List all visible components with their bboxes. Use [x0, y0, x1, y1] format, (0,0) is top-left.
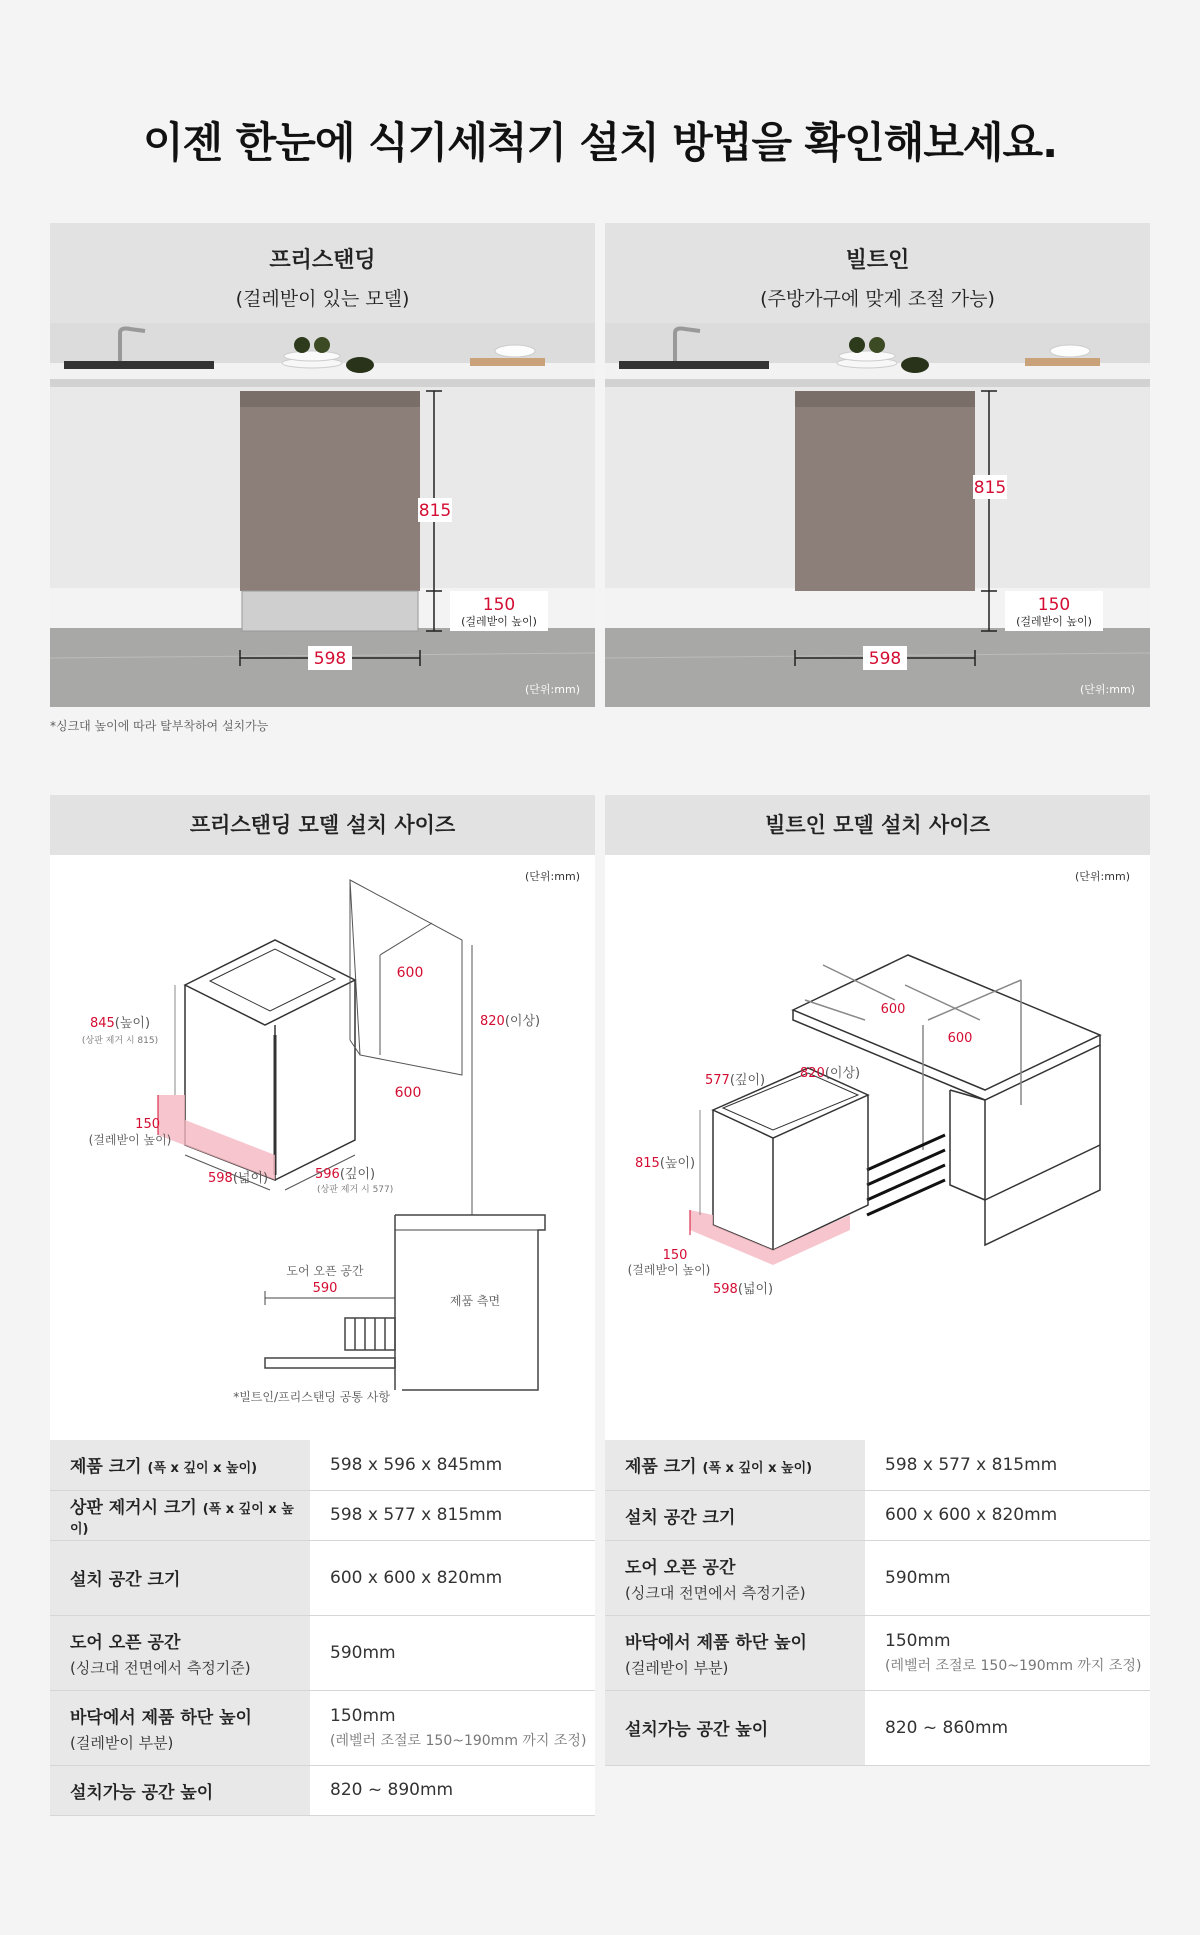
spec-key	[605, 1440, 865, 1490]
builtin-width-598-value: 598	[713, 1282, 738, 1297]
freestanding-height-845-sub: (상판 제거 시 815)	[81, 1036, 159, 1046]
spec-value	[310, 1490, 595, 1540]
freestanding-size-header: 프리스탠딩 모델 설치 사이즈	[50, 795, 595, 855]
freestanding-depth-600: 600	[396, 965, 424, 981]
spec-key-text: 도어 오픈 공간	[625, 1557, 736, 1578]
freestanding-height-815: 815	[418, 501, 452, 521]
spec-key-text: 상판 제거시 크기	[70, 1497, 197, 1518]
builtin-height-820-value: 820	[800, 1066, 825, 1081]
freestanding-height-845	[90, 1015, 150, 1031]
spec-key	[605, 1490, 865, 1540]
builtin-size-header: 빌트인 모델 설치 사이즈	[605, 795, 1150, 855]
spec-value-sub: (레벨러 조절로 150~190mm 까지 조정)	[330, 1732, 587, 1749]
builtin-title: 빌트인	[845, 248, 910, 273]
spec-value	[865, 1440, 1150, 1490]
spec-value-text: 150mm	[330, 1705, 396, 1726]
table-row	[50, 1540, 595, 1615]
spec-key	[605, 1615, 865, 1690]
spec-value-text: 820 ~ 860mm	[885, 1717, 1009, 1738]
builtin-depth-577-value: 577	[705, 1073, 730, 1088]
spec-value-text: 820 ~ 890mm	[330, 1780, 454, 1800]
builtin-subtitle: (주방가구에 맞게 조절 가능)	[760, 288, 995, 310]
freestanding-spec-table	[50, 1440, 595, 1816]
freestanding-width-598	[208, 1170, 268, 1186]
install-note: *싱크대 높이에 따라 탈부착하여 설치가능	[50, 719, 269, 733]
freestanding-width-598-value: 598	[208, 1171, 233, 1186]
freestanding-height-820	[480, 1013, 540, 1029]
spec-key-sub: (걸레받이 부분)	[70, 1733, 174, 1752]
builtin-kick-150-label: (걸레받이 높이)	[627, 1263, 711, 1277]
spec-key	[50, 1490, 310, 1540]
spec-key	[50, 1540, 310, 1615]
freestanding-height-845-label: (높이)	[114, 1016, 151, 1031]
spec-key	[50, 1615, 310, 1690]
builtin-unit: (단위:mm)	[1080, 683, 1135, 696]
builtin-height-815: 815	[973, 478, 1007, 498]
common-note: *빌트인/프리스탠딩 공통 사항	[233, 1390, 390, 1404]
builtin-size-diagram	[605, 855, 1150, 1440]
spec-key-sub: (싱크대 전면에서 측정기준)	[70, 1658, 251, 1677]
freestanding-depth-596	[315, 1166, 375, 1182]
builtin-height-820	[800, 1065, 860, 1081]
spec-key	[605, 1540, 865, 1615]
freestanding-depth-596-label: (깊이)	[339, 1167, 376, 1182]
spec-key-text: 설치 공간 크기	[625, 1507, 736, 1528]
spec-key-small: (폭 x 깊이 x 높이)	[147, 1461, 258, 1477]
spec-value	[865, 1690, 1150, 1765]
spec-key-small: (폭 x 깊이 x 높이)	[70, 1501, 294, 1537]
builtin-kitchen-scene	[605, 323, 1150, 707]
freestanding-kick-150: 150	[135, 1117, 160, 1132]
builtin-width-600: 600	[947, 1031, 973, 1046]
builtin-height-815-label: (높이)	[659, 1156, 696, 1171]
builtin-width-598: 598	[868, 649, 902, 669]
spec-value-text: 150mm	[885, 1630, 951, 1651]
spec-key-text: 설치 공간 크기	[70, 1570, 181, 1590]
spec-value-text: 600 x 600 x 820mm	[330, 1567, 503, 1588]
freestanding-height-820-value: 820	[480, 1014, 505, 1029]
freestanding-header	[50, 223, 595, 323]
spec-value-sub: (레벨러 조절로 150~190mm 까지 조정)	[885, 1657, 1142, 1674]
spec-key	[50, 1440, 310, 1490]
freestanding-kick-150-label: (걸레받이 높이)	[88, 1133, 172, 1147]
spec-value	[310, 1540, 595, 1615]
spec-value	[310, 1440, 595, 1490]
table-row	[50, 1765, 595, 1815]
builtin-height-815	[635, 1155, 695, 1171]
table-row	[50, 1690, 595, 1765]
builtin-depth-577	[705, 1072, 765, 1088]
freestanding-size-diagram	[50, 855, 595, 1440]
builtin-height-150-label: (걸레받이 높이)	[1016, 615, 1092, 628]
freestanding-width-600: 600	[394, 1085, 422, 1101]
builtin-width-598-label: (넓이)	[737, 1282, 774, 1297]
spec-key-text: 도어 오픈 공간	[70, 1632, 181, 1653]
builtin-height-815-value: 815	[635, 1156, 660, 1171]
builtin-width-598	[713, 1281, 773, 1297]
spec-value	[865, 1490, 1150, 1540]
builtin-header	[605, 223, 1150, 323]
spec-value-text: 598 x 577 x 815mm	[330, 1505, 503, 1525]
builtin-size-panel	[605, 795, 1150, 1440]
freestanding-width-598-label: (넓이)	[232, 1171, 269, 1186]
page-title: 이젠 한눈에 식기세척기 설치 방법을 확인해보세요.	[142, 118, 1058, 167]
table-row	[50, 1615, 595, 1690]
spec-value	[310, 1615, 595, 1690]
spec-value-text: 600 x 600 x 820mm	[885, 1505, 1058, 1525]
spec-value	[865, 1540, 1150, 1615]
spec-value-text: 590mm	[330, 1642, 396, 1663]
spec-value-text: 598 x 577 x 815mm	[885, 1454, 1058, 1475]
door-open-value: 590	[312, 1281, 338, 1296]
freestanding-title: 프리스탠딩	[269, 248, 376, 273]
spec-value	[865, 1615, 1150, 1690]
table-row	[605, 1690, 1150, 1765]
spec-value-text: 590mm	[885, 1567, 951, 1588]
builtin-height-150: 150	[1037, 595, 1071, 615]
freestanding-depth-596-value: 596	[315, 1167, 340, 1182]
freestanding-height-845-value: 845	[89, 1016, 115, 1031]
spec-key-text: 설치가능 공간 높이	[625, 1720, 769, 1740]
spec-value	[310, 1690, 595, 1765]
side-view-label: 제품 측면	[449, 1294, 501, 1308]
table-row	[50, 1490, 595, 1540]
freestanding-kitchen-scene	[50, 323, 595, 707]
builtin-size-unit: (단위:mm)	[1075, 870, 1130, 883]
freestanding-height-820-label: (이상)	[504, 1014, 541, 1029]
freestanding-unit: (단위:mm)	[525, 683, 580, 696]
table-row	[605, 1440, 1150, 1490]
spec-key-small: (폭 x 깊이 x 높이)	[702, 1461, 813, 1477]
spec-key	[50, 1765, 310, 1815]
table-row	[605, 1615, 1150, 1690]
builtin-spec-table	[605, 1440, 1150, 1766]
builtin-height-820-label: (이상)	[824, 1066, 861, 1081]
freestanding-width-598: 598	[313, 649, 347, 669]
builtin-kick-150: 150	[662, 1248, 688, 1263]
spec-key	[605, 1690, 865, 1765]
freestanding-size-panel	[50, 795, 595, 1440]
spec-key-text: 바닥에서 제품 하단 높이	[70, 1707, 252, 1728]
freestanding-panel	[50, 223, 595, 707]
table-row	[605, 1540, 1150, 1615]
door-open-label: 도어 오픈 공간	[286, 1264, 364, 1278]
spec-value-text: 598 x 596 x 845mm	[330, 1454, 503, 1475]
builtin-panel	[605, 223, 1150, 707]
spec-key	[50, 1690, 310, 1765]
builtin-depth-577-label: (깊이)	[729, 1073, 766, 1088]
table-row	[605, 1490, 1150, 1540]
spec-key-sub: (싱크대 전면에서 측정기준)	[625, 1583, 806, 1602]
builtin-depth-600: 600	[880, 1002, 906, 1017]
freestanding-height-150-label: (걸레받이 높이)	[461, 615, 537, 628]
spec-key-text: 바닥에서 제품 하단 높이	[625, 1632, 807, 1653]
freestanding-size-unit: (단위:mm)	[525, 870, 580, 883]
spec-key-text: 제품 크기	[70, 1457, 142, 1478]
table-row	[50, 1440, 595, 1490]
freestanding-height-150: 150	[482, 595, 516, 615]
spec-key-sub: (걸레받이 부분)	[625, 1658, 729, 1677]
spec-key-text: 설치가능 공간 높이	[70, 1782, 214, 1803]
freestanding-subtitle: (걸레받이 있는 모델)	[235, 288, 410, 310]
freestanding-depth-596-sub: (상판 제거 시 577)	[317, 1185, 394, 1195]
spec-key-text: 제품 크기	[625, 1457, 697, 1478]
spec-value	[310, 1765, 595, 1815]
